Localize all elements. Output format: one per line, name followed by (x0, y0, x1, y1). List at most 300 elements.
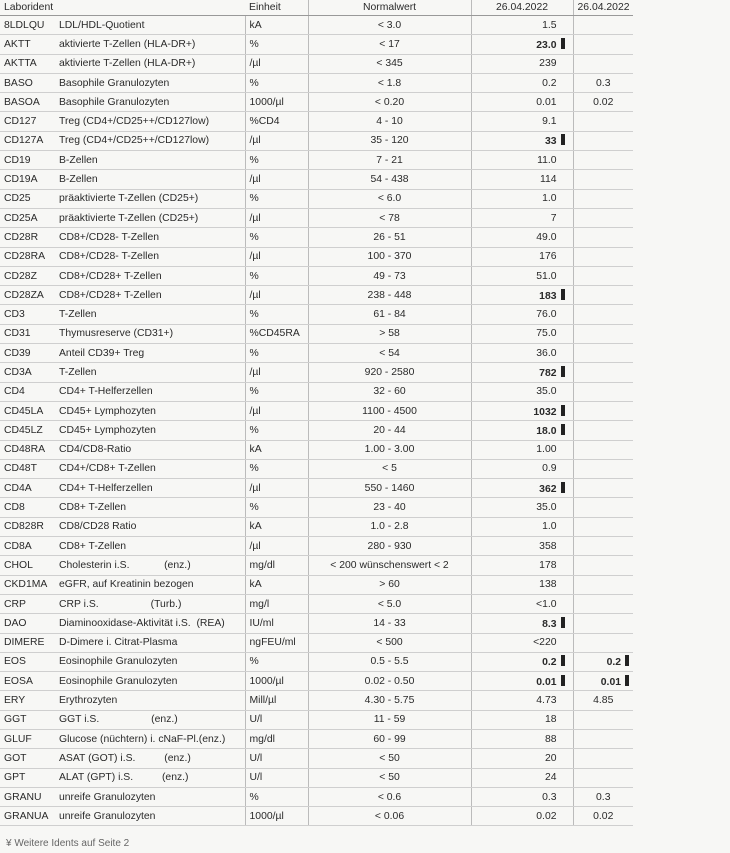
reference-range: 1.0 - 2.8 (308, 517, 471, 536)
value-date-1: 24 (471, 768, 573, 787)
test-name: CD45+ Lymphozyten (55, 401, 245, 420)
table-row (0, 208, 633, 227)
value-date-2 (573, 189, 633, 208)
test-name: Treg (CD4+/CD25++/CD127low) (55, 112, 245, 131)
lab-id: GGT (0, 710, 55, 729)
table-row (0, 344, 633, 363)
reference-range: < 500 (308, 633, 471, 652)
value-date-2 (573, 344, 633, 363)
reference-range: < 5.0 (308, 594, 471, 613)
test-name: Basophile Granulozyten (55, 93, 245, 112)
reference-range: 54 - 438 (308, 170, 471, 189)
unit: /µl (245, 401, 308, 420)
value-date-1: 11.0 (471, 151, 573, 170)
test-name: CD8+ T-Zellen (55, 537, 245, 556)
unit: %CD45RA (245, 324, 308, 343)
header-unit: Einheit (245, 0, 308, 16)
value-date-1: 7 (471, 208, 573, 227)
reference-range: 4.30 - 5.75 (308, 691, 471, 710)
reference-range: < 3.0 (308, 16, 471, 35)
value-date-1: 114 (471, 170, 573, 189)
value-date-2 (573, 537, 633, 556)
unit: % (245, 228, 308, 247)
test-name: Glucose (nüchtern) i. cNaF-Pl.(enz.) (55, 729, 245, 748)
footer-note: ¥ Weitere Idents auf Seite 2 (6, 838, 130, 849)
unit: U/l (245, 749, 308, 768)
reference-range: 35 - 120 (308, 131, 471, 150)
lab-id: CD25A (0, 208, 55, 227)
table-row (0, 768, 633, 787)
lab-id: DIMERE (0, 633, 55, 652)
unit: % (245, 189, 308, 208)
table-row (0, 440, 633, 459)
value-date-1: 18 (471, 710, 573, 729)
value-date-1: 1.0 (471, 189, 573, 208)
unit: %CD4 (245, 112, 308, 131)
reference-range: > 58 (308, 324, 471, 343)
value-date-1: 4.73 (471, 691, 573, 710)
reference-range: < 200 wünschenswert < 2 (308, 556, 471, 575)
reference-range: 23 - 40 (308, 498, 471, 517)
header-reference: Normalwert (308, 0, 471, 16)
lab-id: GRANU (0, 787, 55, 806)
unit: % (245, 266, 308, 285)
value-date-2 (573, 151, 633, 170)
table-row (0, 787, 633, 806)
value-date-2 (573, 459, 633, 478)
unit: /µl (245, 247, 308, 266)
table-row (0, 517, 633, 536)
table-row (0, 151, 633, 170)
test-name: CD8/CD28 Ratio (55, 517, 245, 536)
lab-id: CD19 (0, 151, 55, 170)
reference-range: 238 - 448 (308, 286, 471, 305)
unit: U/l (245, 710, 308, 729)
lab-id: CD3A (0, 363, 55, 382)
value-date-2: 0.2 (573, 652, 633, 671)
lab-id: CD828R (0, 517, 55, 536)
table-row (0, 189, 633, 208)
header-date-1: 26.04.2022 (471, 0, 573, 16)
unit: /µl (245, 363, 308, 382)
value-date-2: 0.02 (573, 93, 633, 112)
lab-id: GLUF (0, 729, 55, 748)
value-date-2 (573, 614, 633, 633)
test-name: D-Dimere i. Citrat-Plasma (55, 633, 245, 652)
reference-range: 550 - 1460 (308, 479, 471, 498)
table-row (0, 537, 633, 556)
reference-range: 14 - 33 (308, 614, 471, 633)
value-date-1: 49.0 (471, 228, 573, 247)
reference-range: 4 - 10 (308, 112, 471, 131)
unit: % (245, 305, 308, 324)
test-name: CD8+/CD28- T-Zellen (55, 228, 245, 247)
value-date-2: 4.85 (573, 691, 633, 710)
unit: 1000/µl (245, 807, 308, 826)
table-row (0, 112, 633, 131)
lab-id: EOS (0, 652, 55, 671)
table-row (0, 286, 633, 305)
table-row (0, 54, 633, 73)
lab-id: CKD1MA (0, 575, 55, 594)
value-date-1: 138 (471, 575, 573, 594)
reference-range: 280 - 930 (308, 537, 471, 556)
table-row (0, 614, 633, 633)
value-date-1: 176 (471, 247, 573, 266)
unit: % (245, 35, 308, 54)
value-date-1: 178 (471, 556, 573, 575)
test-name: CD8+/CD28+ T-Zellen (55, 286, 245, 305)
value-date-2 (573, 729, 633, 748)
test-name: Eosinophile Granulozyten (55, 652, 245, 671)
unit: % (245, 652, 308, 671)
value-date-1: 0.01 (471, 93, 573, 112)
unit: mg/l (245, 594, 308, 613)
reference-range: < 6.0 (308, 189, 471, 208)
lab-id: CD25 (0, 189, 55, 208)
value-date-2 (573, 228, 633, 247)
unit: /µl (245, 286, 308, 305)
value-date-2: 0.3 (573, 73, 633, 92)
reference-range: < 50 (308, 749, 471, 768)
unit: kA (245, 517, 308, 536)
reference-range: < 0.20 (308, 93, 471, 112)
lab-id: BASOA (0, 93, 55, 112)
test-name: LDL/HDL-Quotient (55, 16, 245, 35)
table-row (0, 691, 633, 710)
test-name: unreife Granulozyten (55, 807, 245, 826)
table-row (0, 672, 633, 691)
unit: /µl (245, 170, 308, 189)
lab-id: EOSA (0, 672, 55, 691)
value-date-1: 35.0 (471, 382, 573, 401)
lab-id: GOT (0, 749, 55, 768)
value-date-2 (573, 401, 633, 420)
reference-range: 0.5 - 5.5 (308, 652, 471, 671)
reference-range: 100 - 370 (308, 247, 471, 266)
reference-range: < 78 (308, 208, 471, 227)
unit: kA (245, 16, 308, 35)
table-row (0, 228, 633, 247)
lab-id: CD28R (0, 228, 55, 247)
table-row (0, 459, 633, 478)
test-name: eGFR, auf Kreatinin bezogen (55, 575, 245, 594)
reference-range: 1100 - 4500 (308, 401, 471, 420)
unit: kA (245, 440, 308, 459)
unit: % (245, 421, 308, 440)
lab-id: ERY (0, 691, 55, 710)
value-date-1: <1.0 (471, 594, 573, 613)
lab-id: CD39 (0, 344, 55, 363)
value-date-1: 76.0 (471, 305, 573, 324)
reference-range: 7 - 21 (308, 151, 471, 170)
test-name: CD8+/CD28+ T-Zellen (55, 266, 245, 285)
lab-id: GPT (0, 768, 55, 787)
test-name: B-Zellen (55, 170, 245, 189)
test-name: CRP i.S. (Turb.) (55, 594, 245, 613)
test-name: T-Zellen (55, 363, 245, 382)
table-row (0, 401, 633, 420)
lab-id: CD19A (0, 170, 55, 189)
reference-range: < 50 (308, 768, 471, 787)
unit: /µl (245, 54, 308, 73)
value-date-2 (573, 498, 633, 517)
value-date-2 (573, 16, 633, 35)
table-row (0, 807, 633, 826)
table-row (0, 73, 633, 92)
unit: % (245, 344, 308, 363)
value-date-1: 0.01 (471, 672, 573, 691)
value-date-1: 0.2 (471, 73, 573, 92)
table-row (0, 575, 633, 594)
value-date-1: 23.0 (471, 35, 573, 54)
unit: IU/ml (245, 614, 308, 633)
reference-range: 61 - 84 (308, 305, 471, 324)
value-date-2 (573, 266, 633, 285)
value-date-1: 1.5 (471, 16, 573, 35)
header-laborident: Laborident (0, 0, 245, 16)
lab-id: CD127A (0, 131, 55, 150)
unit: Mill/µl (245, 691, 308, 710)
table-row (0, 324, 633, 343)
reference-range: 60 - 99 (308, 729, 471, 748)
unit: % (245, 498, 308, 517)
value-date-1: 1.00 (471, 440, 573, 459)
value-date-1: 362 (471, 479, 573, 498)
table-row (0, 16, 633, 35)
table-row (0, 594, 633, 613)
test-name: Erythrozyten (55, 691, 245, 710)
value-date-1: 75.0 (471, 324, 573, 343)
reference-range: 0.02 - 0.50 (308, 672, 471, 691)
value-date-1: 8.3 (471, 614, 573, 633)
reference-range: < 1.8 (308, 73, 471, 92)
reference-range: < 345 (308, 54, 471, 73)
lab-id: CD8 (0, 498, 55, 517)
value-date-1: 36.0 (471, 344, 573, 363)
reference-range: < 0.6 (308, 787, 471, 806)
table-row (0, 710, 633, 729)
lab-id: CD31 (0, 324, 55, 343)
reference-range: 1.00 - 3.00 (308, 440, 471, 459)
test-name: Cholesterin i.S. (enz.) (55, 556, 245, 575)
lab-id: DAO (0, 614, 55, 633)
value-date-2 (573, 286, 633, 305)
unit: 1000/µl (245, 672, 308, 691)
value-date-1: 0.02 (471, 807, 573, 826)
value-date-1: 1.0 (471, 517, 573, 536)
reference-range: < 54 (308, 344, 471, 363)
value-date-2 (573, 131, 633, 150)
table-row (0, 131, 633, 150)
lab-id: CD127 (0, 112, 55, 131)
test-name: Diaminooxidase-Aktivität i.S. (REA) (55, 614, 245, 633)
lab-id: CD45LZ (0, 421, 55, 440)
value-date-2 (573, 749, 633, 768)
unit: mg/dl (245, 556, 308, 575)
table-row (0, 247, 633, 266)
value-date-2 (573, 54, 633, 73)
lab-id: 8LDLQU (0, 16, 55, 35)
value-date-2 (573, 363, 633, 382)
table-row (0, 652, 633, 671)
unit: ngFEU/ml (245, 633, 308, 652)
value-date-1: 0.3 (471, 787, 573, 806)
value-date-1: 782 (471, 363, 573, 382)
test-name: ALAT (GPT) i.S. (enz.) (55, 768, 245, 787)
reference-range: 26 - 51 (308, 228, 471, 247)
value-date-2 (573, 421, 633, 440)
lab-id: AKTTA (0, 54, 55, 73)
table-row (0, 305, 633, 324)
table-row (0, 421, 633, 440)
value-date-1: 358 (471, 537, 573, 556)
value-date-2: 0.01 (573, 672, 633, 691)
value-date-2 (573, 479, 633, 498)
unit: /µl (245, 208, 308, 227)
test-name: Anteil CD39+ Treg (55, 344, 245, 363)
lab-id: CD48T (0, 459, 55, 478)
table-row (0, 729, 633, 748)
value-date-2 (573, 324, 633, 343)
reference-range: 11 - 59 (308, 710, 471, 729)
test-name: CD4/CD8-Ratio (55, 440, 245, 459)
test-name: B-Zellen (55, 151, 245, 170)
unit: % (245, 787, 308, 806)
unit: mg/dl (245, 729, 308, 748)
test-name: aktivierte T-Zellen (HLA-DR+) (55, 54, 245, 73)
test-name: CD4+/CD8+ T-Zellen (55, 459, 245, 478)
value-date-1: 88 (471, 729, 573, 748)
table-header-row (0, 0, 633, 16)
lab-id: BASO (0, 73, 55, 92)
test-name: CD8+ T-Zellen (55, 498, 245, 517)
value-date-2 (573, 247, 633, 266)
table-row (0, 363, 633, 382)
lab-id: CD28Z (0, 266, 55, 285)
unit: % (245, 382, 308, 401)
value-date-2 (573, 305, 633, 324)
value-date-1: 1032 (471, 401, 573, 420)
test-name: unreife Granulozyten (55, 787, 245, 806)
table-row (0, 266, 633, 285)
value-date-1: 0.9 (471, 459, 573, 478)
table-row (0, 382, 633, 401)
test-name: GGT i.S. (enz.) (55, 710, 245, 729)
lab-id: GRANUA (0, 807, 55, 826)
value-date-1: 9.1 (471, 112, 573, 131)
unit: % (245, 73, 308, 92)
value-date-2 (573, 170, 633, 189)
value-date-2 (573, 517, 633, 536)
test-name: Thymusreserve (CD31+) (55, 324, 245, 343)
test-name: CD45+ Lymphozyten (55, 421, 245, 440)
lab-id: CD45LA (0, 401, 55, 420)
value-date-1: 239 (471, 54, 573, 73)
unit: /µl (245, 131, 308, 150)
reference-range: 920 - 2580 (308, 363, 471, 382)
reference-range: 20 - 44 (308, 421, 471, 440)
test-name: CD8+/CD28- T-Zellen (55, 247, 245, 266)
value-date-2 (573, 710, 633, 729)
value-date-2 (573, 556, 633, 575)
value-date-1: 18.0 (471, 421, 573, 440)
value-date-1: <220 (471, 633, 573, 652)
table-row (0, 170, 633, 189)
lab-id: CD3 (0, 305, 55, 324)
value-date-1: 183 (471, 286, 573, 305)
unit: /µl (245, 479, 308, 498)
lab-id: CD28ZA (0, 286, 55, 305)
table-row (0, 498, 633, 517)
value-date-2 (573, 575, 633, 594)
value-date-2 (573, 594, 633, 613)
table-row (0, 556, 633, 575)
table-row (0, 633, 633, 652)
test-name: CD4+ T-Helferzellen (55, 479, 245, 498)
reference-range: < 5 (308, 459, 471, 478)
table-row (0, 93, 633, 112)
lab-id: CHOL (0, 556, 55, 575)
value-date-1: 35.0 (471, 498, 573, 517)
lab-id: CD8A (0, 537, 55, 556)
unit: % (245, 459, 308, 478)
lab-id: CRP (0, 594, 55, 613)
unit: % (245, 151, 308, 170)
test-name: aktivierte T-Zellen (HLA-DR+) (55, 35, 245, 54)
unit: kA (245, 575, 308, 594)
lab-id: CD28RA (0, 247, 55, 266)
header-date-2: 26.04.2022 (573, 0, 633, 16)
unit: 1000/µl (245, 93, 308, 112)
value-date-2 (573, 633, 633, 652)
unit: U/l (245, 768, 308, 787)
test-name: Basophile Granulozyten (55, 73, 245, 92)
value-date-2: 0.02 (573, 807, 633, 826)
test-name: Eosinophile Granulozyten (55, 672, 245, 691)
lab-id: CD48RA (0, 440, 55, 459)
value-date-2 (573, 382, 633, 401)
value-date-1: 51.0 (471, 266, 573, 285)
test-name: ASAT (GOT) i.S. (enz.) (55, 749, 245, 768)
test-name: Treg (CD4+/CD25++/CD127low) (55, 131, 245, 150)
test-name: T-Zellen (55, 305, 245, 324)
reference-range: < 0.06 (308, 807, 471, 826)
value-date-2 (573, 112, 633, 131)
value-date-1: 20 (471, 749, 573, 768)
unit: /µl (245, 537, 308, 556)
test-name: präaktivierte T-Zellen (CD25+) (55, 189, 245, 208)
lab-id: CD4 (0, 382, 55, 401)
test-name: präaktivierte T-Zellen (CD25+) (55, 208, 245, 227)
reference-range: 32 - 60 (308, 382, 471, 401)
value-date-1: 0.2 (471, 652, 573, 671)
table-row (0, 749, 633, 768)
lab-id: AKTT (0, 35, 55, 54)
value-date-2 (573, 35, 633, 54)
reference-range: < 17 (308, 35, 471, 54)
value-date-2 (573, 208, 633, 227)
reference-range: 49 - 73 (308, 266, 471, 285)
reference-range: > 60 (308, 575, 471, 594)
table-row (0, 35, 633, 54)
test-name: CD4+ T-Helferzellen (55, 382, 245, 401)
table-row (0, 479, 633, 498)
lab-id: CD4A (0, 479, 55, 498)
value-date-2 (573, 768, 633, 787)
value-date-2 (573, 440, 633, 459)
value-date-2: 0.3 (573, 787, 633, 806)
